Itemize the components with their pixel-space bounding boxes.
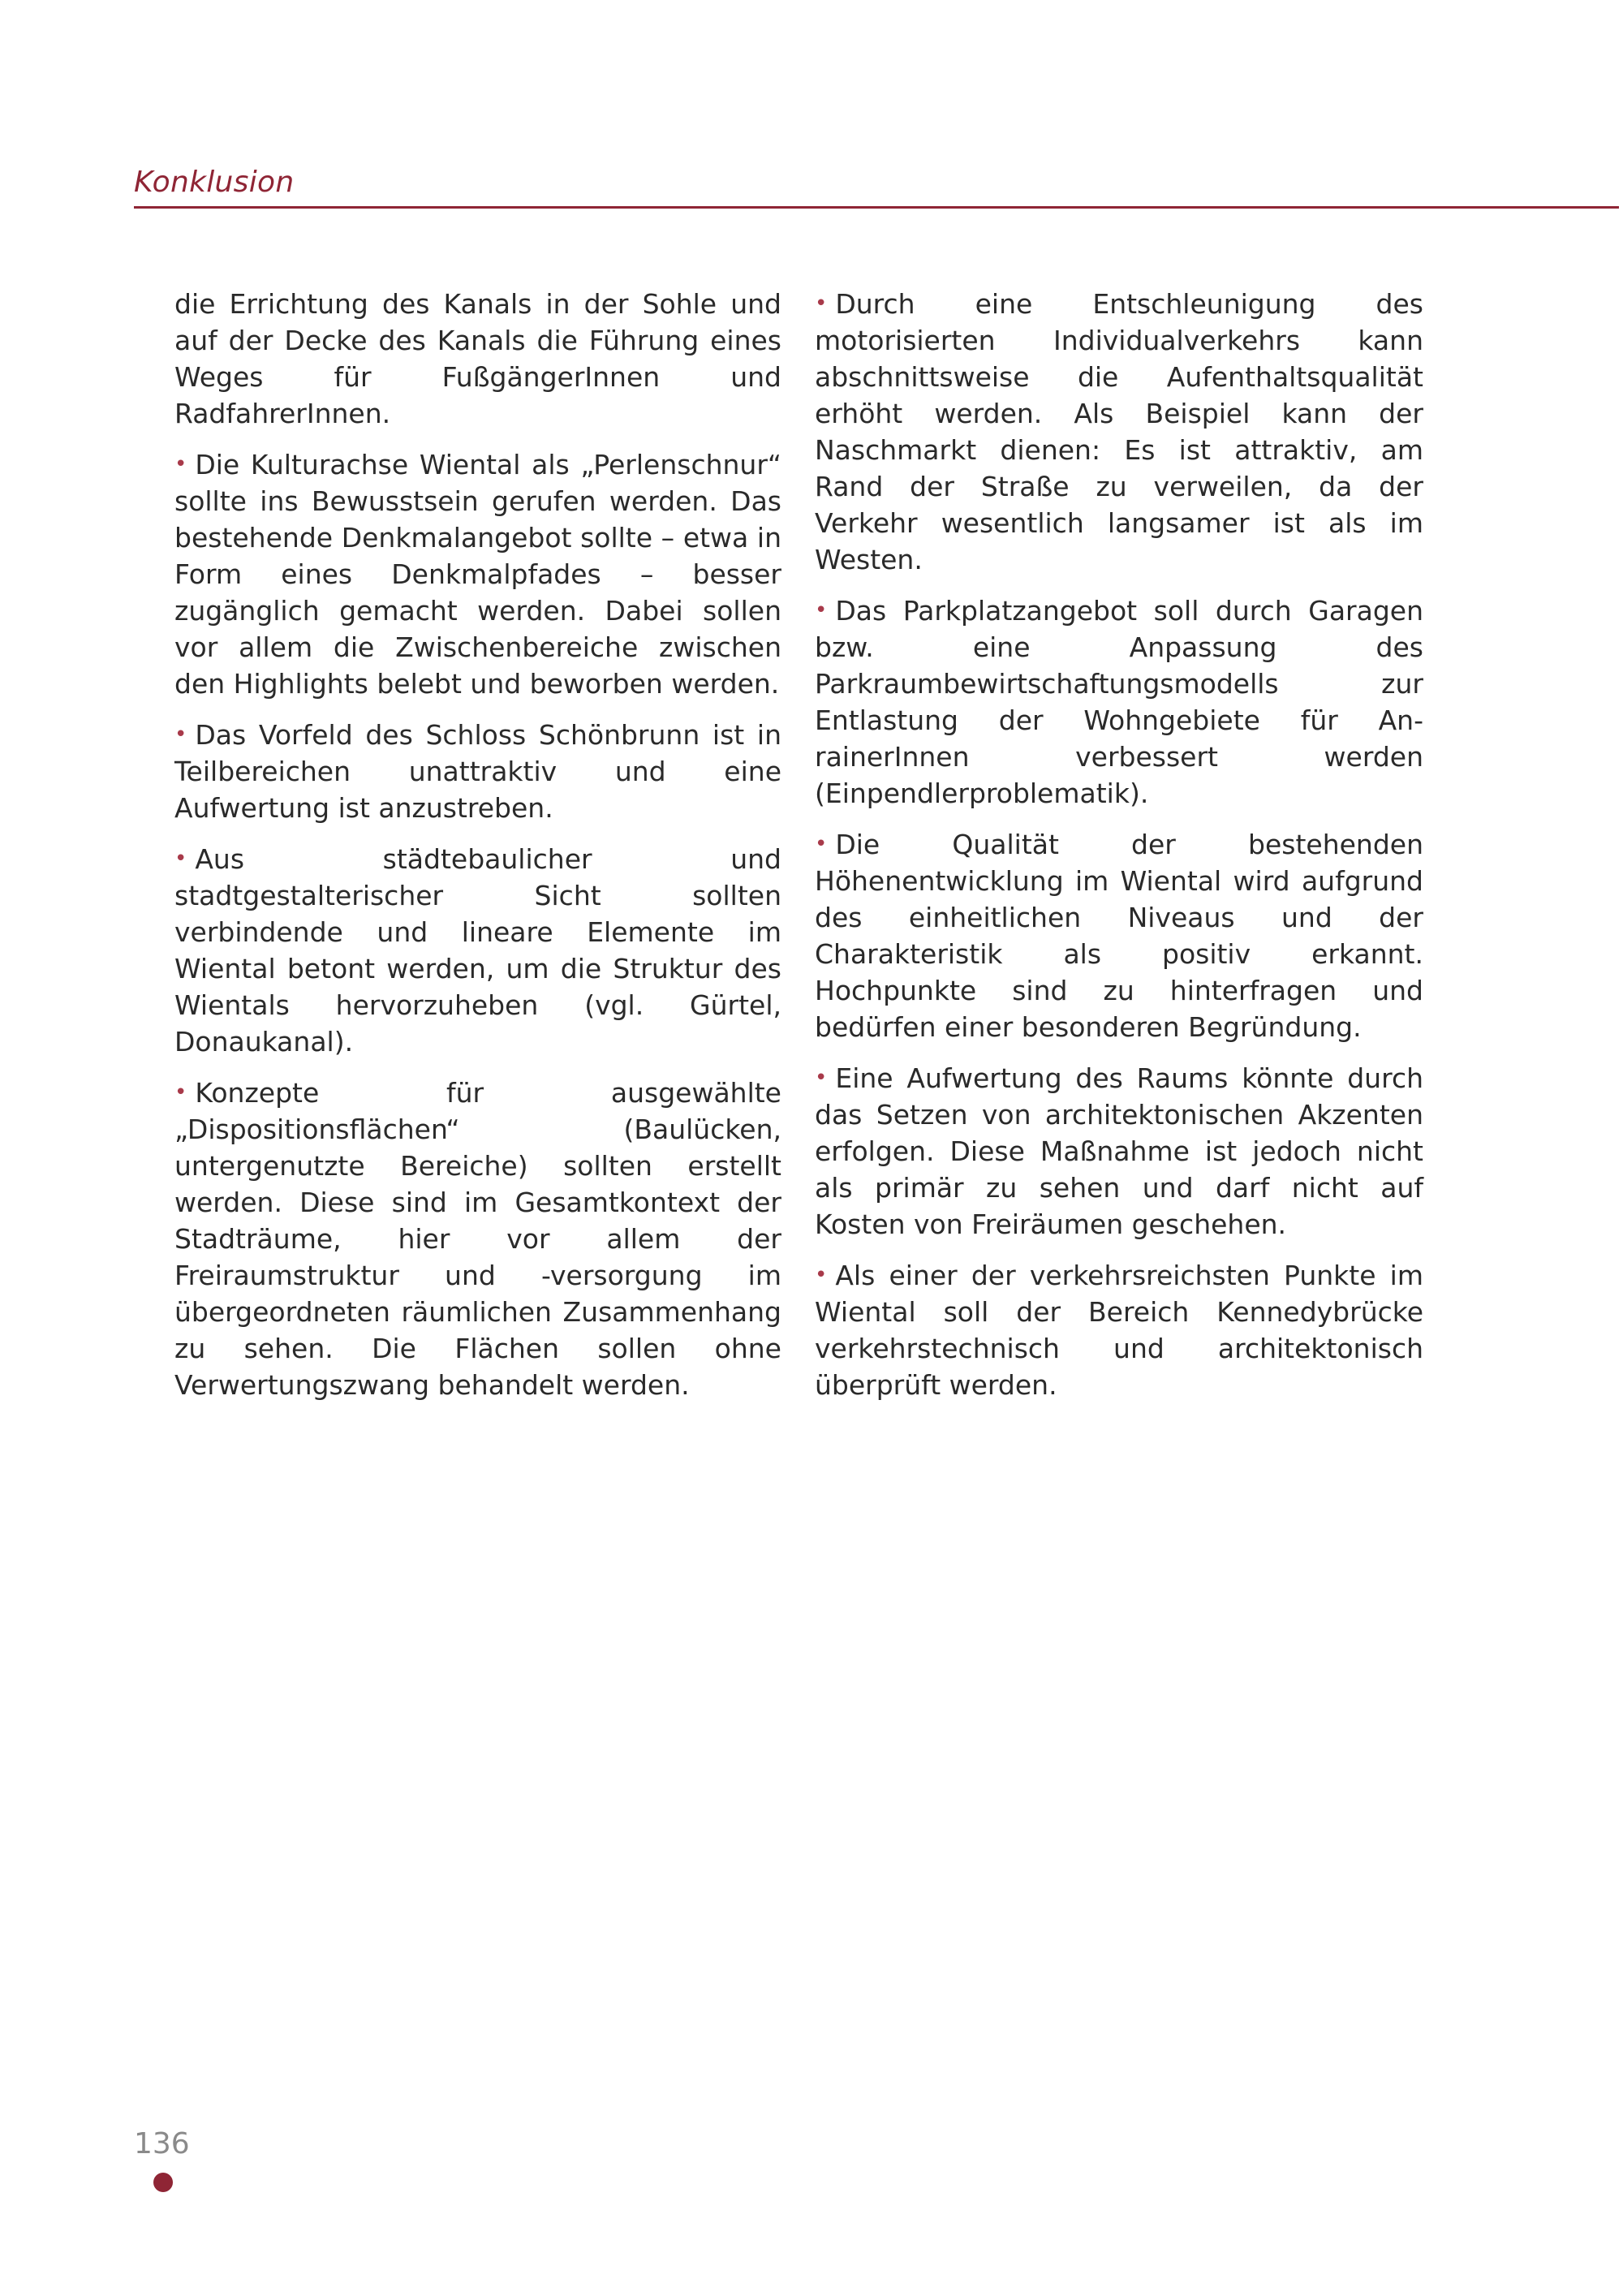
paragraph-text: Die Qualität der bestehenden Höhenentwicklung im Wiental wird aufgrund des einheitlichen Niveaus und der Charakteristik als positiv erkannt. Hochpunkte sind zu hinterfragen und bedürfen einer besonderen Begründung. (815, 829, 1423, 1043)
bullet-paragraph (815, 1060, 1423, 1243)
paragraph-text: Durch eine Entschleunigung des motorisierten Individualverkehrs kann abschnittsweise die Aufenthaltsqualität erhöht werden. Als Beispiel kann der Naschmarkt dienen: Es ist attraktiv, am Rand der Straße zu verweilen, da der Verkehr wesentlich langsamer ist als im Westen. (815, 288, 1423, 575)
bullet-paragraph (815, 826, 1423, 1045)
page-number: 136 (134, 2127, 190, 2160)
bullet-icon: • (174, 722, 187, 747)
left-column (174, 286, 781, 1418)
paragraph-text: Die Kulturachse Wiental als „Perlenschnur“ sollte ins Bewusstsein gerufen werden. Das bestehende Denkmalangebot sollte – etwa in Form eines Denkmalpfades – besser zugänglich gemacht werden. Dabei sollen vor allem die Zwischenbereiche zwischen den Highlights belebt und beworben werden. (174, 449, 781, 700)
bullet-icon: • (815, 598, 828, 622)
bullet-paragraph (815, 592, 1423, 812)
bullet-paragraph (174, 446, 781, 702)
bullet-icon: • (815, 291, 828, 316)
paragraph-text: Konzepte für ausgewählte „Dispositionsflächen“ (Baulücken, untergenutzte Bereiche) sollten erstellt werden. Diese sind im Gesamtkontext der Stadträume, hier vor allem der Freiraumstruktur und -versorgung im übergeordneten räumlichen Zusammenhang zu sehen. Die Flächen sollen ohne Verwertungszwang behandelt werden. (174, 1077, 781, 1401)
section-title: Konklusion (134, 166, 295, 199)
right-column (815, 286, 1423, 1418)
bullet-icon: • (174, 452, 187, 476)
paragraph (174, 286, 781, 432)
paragraph-text: Das Parkplatzangebot soll durch Garagen bzw. eine Anpassung des Parkraumbewirtschaftungsmodells zur Entlastung der Wohngebiete für AnrainerInnen verbessert werden (Einpendlerproblematik). (815, 595, 1423, 809)
paragraph-text: Aus städtebaulicher und stadtgestalterischer Sicht sollten verbindende und lineare Elemente im Wiental betont werden, um die Struktur des Wientals hervorzuheben (vgl. Gürtel, Donaukanal). (174, 843, 781, 1058)
bullet-paragraph (174, 1075, 781, 1403)
bullet-icon: • (174, 846, 187, 871)
bullet-paragraph (174, 717, 781, 826)
bullet-paragraph (174, 841, 781, 1060)
bullet-paragraph (815, 286, 1423, 578)
header-rule (134, 206, 1619, 209)
page-dot-icon (153, 2173, 173, 2192)
bullet-icon: • (815, 1066, 828, 1090)
paragraph-text: Eine Aufwertung des Raums könnte durch das Setzen von architektonischen Akzenten erfolgen. Diese Maßnahme ist jedoch nicht als primär zu sehen und darf nicht auf Kosten von Freiräumen geschehen. (815, 1062, 1423, 1240)
paragraph-text: Als einer der verkehrsreichsten Punkte im Wiental soll der Bereich Kennedybrücke verkehrstechnisch und architektonisch überprüft werden. (815, 1260, 1423, 1401)
running-header (134, 162, 1619, 209)
bullet-paragraph (815, 1257, 1423, 1403)
bullet-icon: • (174, 1080, 187, 1105)
bullet-icon: • (815, 832, 828, 856)
bullet-icon: • (815, 1263, 828, 1287)
paragraph-text: die Errichtung des Kanals in der Sohle und auf der Decke des Kanals die Führung eines Weges für FußgängerInnen und RadfahrerInnen. (174, 288, 781, 429)
paragraph-text: Das Vorfeld des Schloss Schönbrunn ist in Teilbereichen unattraktiv und eine Aufwertung ist anzustreben. (174, 719, 781, 824)
